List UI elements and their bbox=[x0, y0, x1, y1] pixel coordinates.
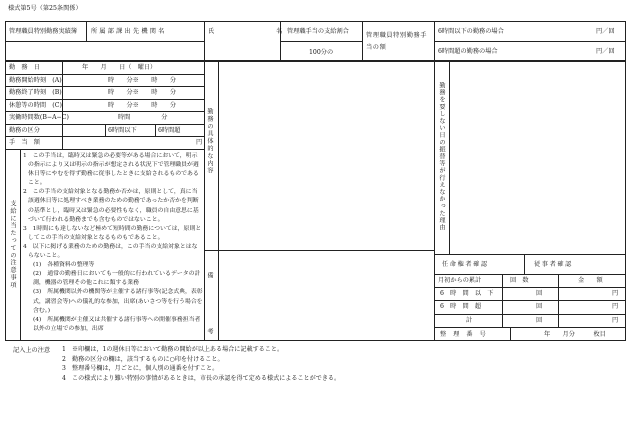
note-paragraph: (2) 通常の勤務日においても一般的に行われているデータの計測，機器の管理その他これに類する業務 bbox=[33, 271, 201, 287]
end-value: 時 分※ 時 分 bbox=[108, 89, 177, 96]
actual-label: 実働時間数(B−A−C) bbox=[9, 114, 69, 121]
date-fields: 年 月 日（ 曜日） bbox=[82, 64, 157, 71]
total-row-label: 計 bbox=[466, 317, 473, 324]
date-label: 勤 務 日 bbox=[9, 64, 40, 71]
amount-header: 金 額 bbox=[578, 277, 603, 284]
note-paragraph: 1 この手当は，臨時又は緊急の必要等がある場合において，明示の指示により又は明示の指示が想定される状況下で管理職員が週休日等にやむを得ず勤務に従事したときに支給されるものであること。 bbox=[23, 153, 199, 187]
over6-times-unit: 回 bbox=[536, 303, 543, 310]
over6-yen-unit: 円 bbox=[612, 303, 619, 310]
under6-times-unit: 回 bbox=[536, 290, 543, 297]
note-paragraph: 3 1時間にも達しないなど極めて短時間の勤務については，原則としてこの手当の支給対象となるものもであること。 bbox=[23, 225, 202, 241]
notes-list bbox=[23, 152, 203, 334]
total-yen-unit: 円 bbox=[612, 317, 619, 324]
end-label: 勤務終了時刻 (B) bbox=[9, 89, 62, 96]
over6-unit: 円／回 bbox=[596, 48, 615, 55]
rate-value: 100分の bbox=[309, 49, 334, 56]
allowance-label: 手 当 額 bbox=[9, 139, 40, 146]
content-label: 勤務の具体的な内容 bbox=[206, 108, 213, 175]
total-times-unit: 回 bbox=[536, 317, 543, 324]
actual-value: 時間 分 bbox=[118, 114, 168, 121]
serial-fields: 年 月分 枚目 bbox=[544, 331, 606, 338]
break-label: 休憩等の時間 (C) bbox=[9, 102, 62, 109]
note-paragraph: 4 以下に掲げる業務のための勤務は，この手当の支給対象とはならないこと。 bbox=[23, 243, 198, 260]
reason-field[interactable] bbox=[450, 62, 625, 253]
break-value: 時 分※ 時 分 bbox=[108, 102, 177, 109]
note-paragraph: (3) 所属機関以外の機関等が主催する諸行事等(記念式典，表彰式，講習会等)への儀礼的な参加，出席(あいさつ等を行う場合を含む。) bbox=[33, 289, 203, 314]
note-paragraph: 2 この手当の支給対象となる勤務か否かは，原則として，真に当該週休日等に処理すべき業務のための勤務であったか否かを判断の基準とし，臨時又は緊急の必要性もなく，職員の自由意思に基づいて行われる勤務までも含むものではないこと。 bbox=[23, 189, 199, 223]
over6-row-label: 6 時 間 超 bbox=[440, 303, 482, 310]
count-header: 回 数 bbox=[510, 277, 529, 284]
footer-title: 記入上の注意 bbox=[13, 347, 51, 354]
serial-label: 整 理 番 号 bbox=[440, 331, 487, 338]
class-label: 勤務の区分 bbox=[9, 127, 40, 134]
under6-row-label: 6 時 間 以 下 bbox=[440, 290, 494, 297]
footer-note: 4 この様式により難い特別の事情があるときは，市長の承認を得て定める様式によることができる。 bbox=[62, 374, 341, 382]
amount-label: 管理職員特別勤務手当の額 bbox=[366, 32, 428, 51]
footer-note: 1 ※印欄は，1の週休日等において勤務の開始が以上ある場合に記載すること。 bbox=[62, 346, 284, 353]
worker-check-label: 従事者確認 bbox=[534, 261, 573, 268]
dept-label: 所属部課出先機関名 bbox=[91, 28, 167, 35]
form-title: 様式第5号（第25条関係） bbox=[8, 5, 82, 12]
appointer-check-label: 任命権者確認 bbox=[442, 261, 489, 268]
class-option-under6[interactable]: 6時間以下 bbox=[108, 127, 137, 134]
notes-side-label: 支給に当たっての注意事項 bbox=[9, 200, 16, 289]
work-content-field[interactable] bbox=[219, 62, 433, 249]
over6-label: 6時間超の勤務の場合 bbox=[438, 48, 498, 55]
note-paragraph: (1) 各種資料の整理等 bbox=[33, 262, 95, 269]
start-label: 勤務開始時刻 (A) bbox=[9, 77, 62, 84]
remarks-field[interactable] bbox=[219, 251, 433, 340]
start-value: 時 分※ 時 分 bbox=[108, 77, 177, 84]
note-paragraph: (4) 所属機関が主催又は共催する諸行事等への開催事務担当者以外の立場での参加，出席 bbox=[33, 316, 201, 332]
under6-unit: 円／回 bbox=[596, 28, 615, 35]
under6-yen-unit: 円 bbox=[612, 290, 619, 297]
footer-note: 2 勤務の区分の欄は，該当するものに○印を付けること。 bbox=[62, 355, 224, 363]
month-total-label: 月初からの累計 bbox=[438, 277, 482, 284]
name-label: 氏 名 bbox=[208, 28, 283, 35]
rate-label: 管理職手当の支給割合 bbox=[287, 28, 349, 35]
remarks-label: 備 考 bbox=[206, 272, 213, 340]
class-option-over6[interactable]: 6時間超 bbox=[158, 127, 181, 134]
footer-notes bbox=[62, 345, 622, 383]
footer-note: 3 整理番号欄は，月ごとに，個人別の通番を付すこと。 bbox=[62, 365, 219, 373]
reason-label: 勤務を要しない日の振替等が行えなかった理由 bbox=[438, 82, 445, 232]
record-label: 管理職員特別勤務実績簿 bbox=[9, 28, 78, 35]
allowance-unit: 円 bbox=[196, 139, 203, 146]
under6-label: 6時間以下の勤務の場合 bbox=[438, 28, 504, 35]
